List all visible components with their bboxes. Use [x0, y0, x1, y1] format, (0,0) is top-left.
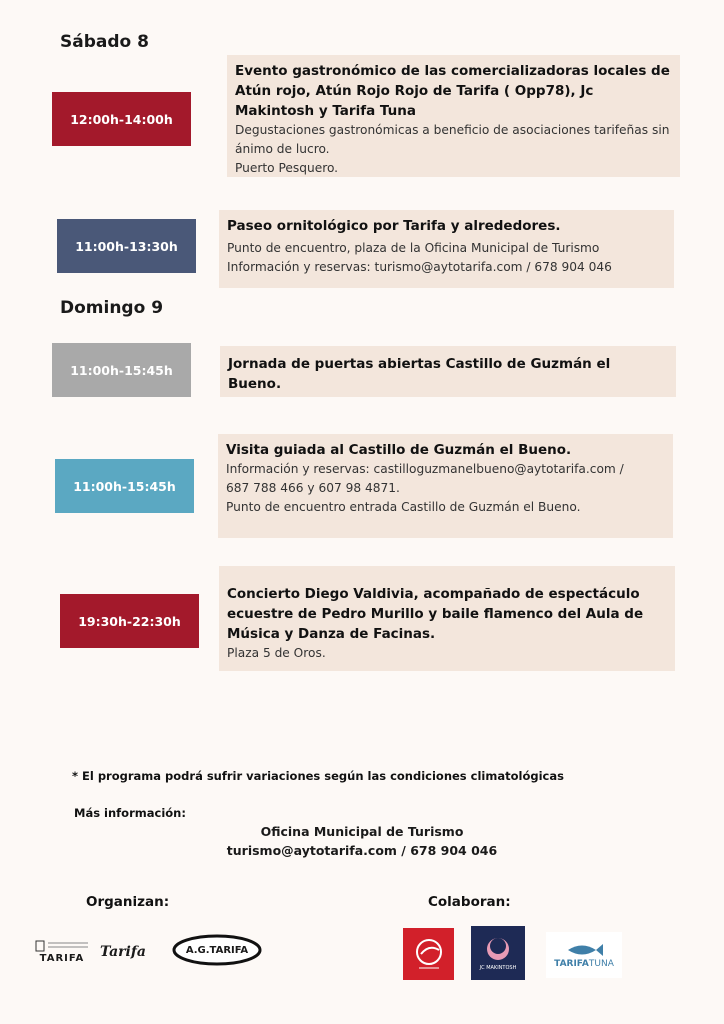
- event-panel: [227, 55, 680, 177]
- logo-text: [554, 959, 614, 969]
- event-detail: Punto de encuentro, plaza de la Oficina Municipal de Turismo: [227, 241, 600, 255]
- logo-text: A.G.TARIFA: [185, 944, 249, 956]
- event-time-badge: 19:30h-22:30h: [60, 594, 199, 648]
- event-time-badge: 11:00h-15:45h: [55, 459, 194, 513]
- event-detail: Puerto Pesquero.: [235, 161, 339, 175]
- event-panel: [218, 434, 673, 538]
- event-panel: [219, 210, 674, 288]
- atun-rojo-opp78-logo: [403, 928, 454, 980]
- event-time-badge: 11:00h-13:30h: [57, 219, 196, 273]
- circle-emblem-icon: [485, 936, 511, 962]
- tuna-fish-icon: [564, 941, 604, 959]
- event-panel: [219, 566, 675, 671]
- day-heading-saturday: Sábado 8: [60, 32, 149, 52]
- event-time-badge: 11:00h-15:45h: [52, 343, 191, 397]
- disclaimer-note: * El programa podrá sufrir variaciones según las condiciones climatológicas: [72, 769, 564, 783]
- event-detail: Punto de encuentro entrada Castillo de Guzmán el Bueno.: [226, 500, 581, 514]
- event-title: Jornada de puertas abiertas Castillo de Guzmán el Bueno.: [228, 356, 611, 392]
- collaborators-label: Colaboran:: [428, 894, 511, 910]
- logo-text: TARIFA: [39, 952, 85, 964]
- event-panel: [220, 346, 676, 397]
- office-name: Oficina Municipal de Turismo: [260, 824, 464, 839]
- jc-makintosh-logo: [471, 926, 525, 980]
- logo-text-a: TARIFA: [554, 959, 589, 969]
- event-detail: Degustaciones gastronómicas a beneficio de asociaciones tarifeñas sin ánimo de lucro.: [235, 123, 670, 156]
- day-heading-sunday: Domingo 9: [60, 298, 164, 318]
- more-info-label: Más información:: [74, 806, 186, 820]
- event-title: Concierto Diego Valdivia, acompañado de espectáculo ecuestre de Pedro Murillo y baile flamenco del Aula de Música y Danza de Facinas.: [227, 586, 644, 642]
- event-time-badge: 12:00h-14:00h: [52, 92, 191, 146]
- tarifa-script-logo: [100, 937, 146, 967]
- event-title: Paseo ornitológico por Tarifa y alrededores.: [227, 218, 561, 234]
- event-detail: Información y reservas: castilloguzmanelbueno@aytotarifa.com /: [226, 462, 624, 476]
- logo-text: JC MAKINTOSH: [479, 964, 517, 971]
- event-title: Evento gastronómico de las comercializadoras locales de Atún rojo, Atún Rojo Rojo de Tarifa ( Opp78), Jc Makintosh y Tarifa Tuna: [235, 63, 670, 119]
- event-detail: 687 788 466 y 607 98 4871.: [226, 481, 400, 495]
- ayuntamiento-tarifa-logo: [32, 936, 92, 966]
- logo-text-b: TUNA: [588, 959, 614, 969]
- ag-tarifa-logo: [172, 934, 262, 966]
- event-title: Visita guiada al Castillo de Guzmán el Bueno.: [226, 442, 572, 458]
- tarifa-tuna-logo: [546, 932, 622, 978]
- organizers-label: Organizan:: [86, 894, 170, 910]
- logo-text: Tarifa: [100, 944, 146, 960]
- event-detail: Información y reservas: turismo@aytotarifa.com / 678 904 046: [227, 260, 612, 274]
- contact-line[interactable]: turismo@aytotarifa.com / 678 904 046: [226, 843, 498, 858]
- crest-icon: [34, 939, 90, 953]
- fish-emblem-icon: [409, 934, 449, 974]
- event-detail: Plaza 5 de Oros.: [227, 646, 326, 660]
